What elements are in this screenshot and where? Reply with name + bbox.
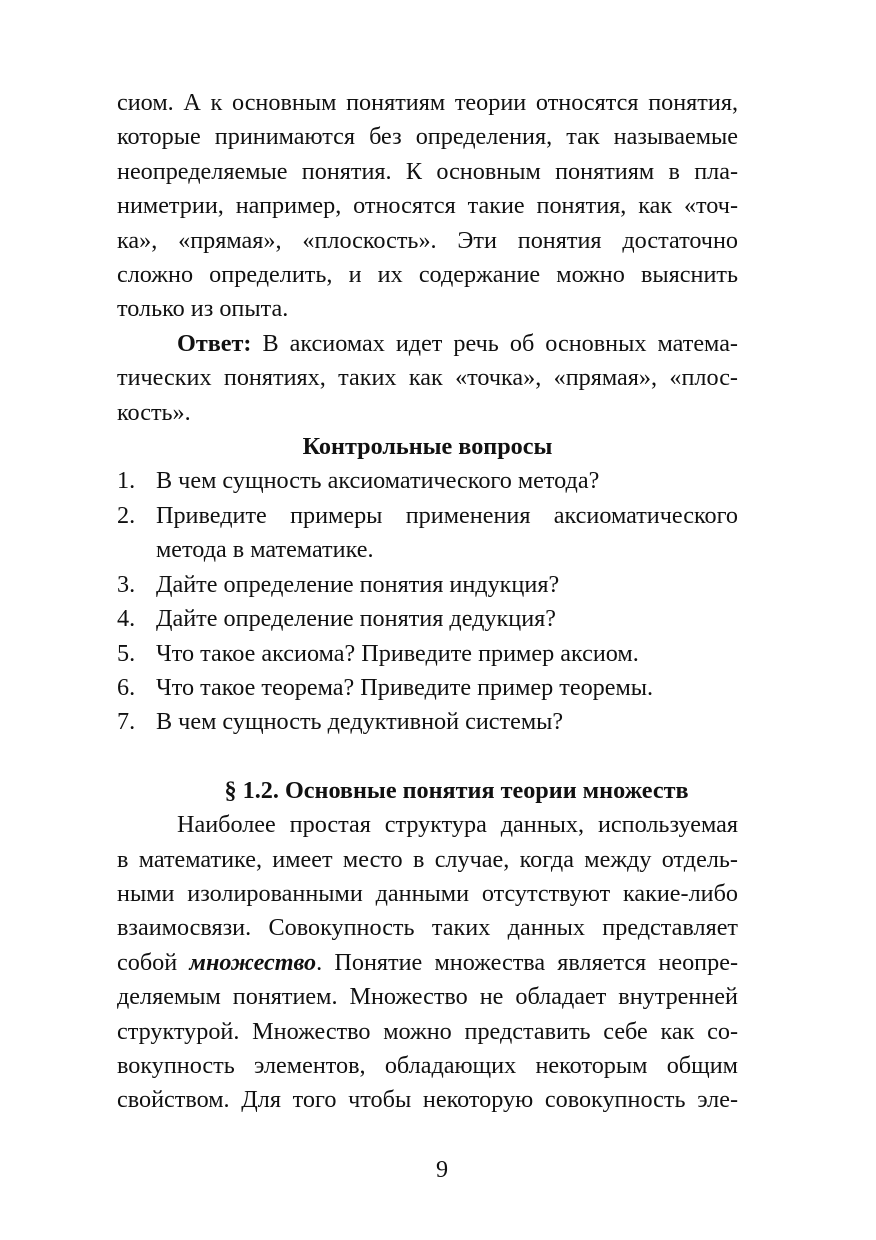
section-heading: § 1.2. Основные понятия теории множеств	[224, 776, 689, 804]
answer-label: Ответ:	[177, 329, 252, 357]
text-line: в математике, имеет место в случае, когда между отдель-	[117, 845, 738, 873]
text-line: взаимосвязи. Совокупность таких данных представляет	[117, 914, 738, 942]
text-line: ниметрии, например, относятся такие понятия, как «точ-	[117, 192, 738, 220]
list-item	[117, 464, 738, 498]
list-item	[117, 705, 738, 739]
text-line: Наиболее простая структура данных, используемая	[177, 811, 738, 839]
list-item-text: Дайте определение понятия дедукция?	[156, 605, 557, 633]
text-fragment: собой	[117, 948, 190, 976]
answer-text: В аксиомах идет речь об основных матема-	[251, 329, 738, 357]
questions-list	[117, 464, 738, 739]
text-line: неопределяемые понятия. К основным понятиям в пла-	[117, 157, 738, 185]
text-line: которые принимаются без определения, так называемые	[117, 123, 738, 151]
list-item	[117, 499, 738, 568]
text-line: сложно определить, и их содержание можно выяснить	[117, 261, 738, 289]
text-line	[117, 946, 738, 980]
text-line: тических понятиях, таких как «точка», «прямая», «плос-	[117, 364, 738, 392]
page-number: 9	[435, 1156, 449, 1183]
questions-heading: Контрольные вопросы	[302, 433, 553, 461]
list-item-text: Приведите примеры применения аксиоматического	[156, 501, 738, 529]
text-line: свойством. Для того чтобы некоторую совокупность эле-	[117, 1086, 738, 1114]
answer-paragraph	[117, 327, 738, 430]
text-line: только из опыта.	[117, 295, 289, 323]
text-line: кость».	[117, 398, 191, 426]
list-item-number: 5.	[117, 639, 136, 667]
list-item-text: В чем сущность дедуктивной системы?	[156, 708, 564, 736]
list-item-number: 1.	[117, 467, 136, 495]
text-line: вокупность элементов, обладающих некоторым общим	[117, 1051, 738, 1079]
paragraph-axioms-continued	[117, 86, 738, 327]
text-line: ными изолированными данными отсутствуют какие-либо	[117, 879, 738, 907]
list-item-text: метода в математике.	[156, 536, 374, 564]
list-item-number: 3.	[117, 570, 136, 598]
list-item	[117, 671, 738, 705]
list-item	[117, 602, 738, 636]
term-set: множество	[189, 948, 317, 976]
list-item-number: 4.	[117, 605, 136, 633]
text-line: деляемым понятием. Множество не обладает внутренней	[117, 983, 738, 1011]
list-item-number: 6.	[117, 673, 136, 701]
section-paragraph	[117, 808, 738, 1118]
text-fragment: . Понятие множества является неопре-	[316, 948, 738, 976]
text-line	[117, 327, 738, 361]
list-item-number: 2.	[117, 501, 136, 529]
list-item	[117, 637, 738, 671]
list-item-number: 7.	[117, 708, 136, 736]
list-item-text: Что такое аксиома? Приведите пример аксиом.	[156, 639, 639, 667]
list-item-text: Дайте определение понятия индукция?	[156, 570, 560, 598]
text-line: ка», «прямая», «плоскость». Эти понятия достаточно	[117, 226, 738, 254]
list-item-text: В чем сущность аксиоматического метода?	[156, 467, 600, 495]
list-item	[117, 568, 738, 602]
text-line: структурой. Множество можно представить себе как со-	[117, 1017, 738, 1045]
text-line: сиом. А к основным понятиям теории относятся понятия,	[117, 89, 738, 116]
list-item-text: Что такое теорема? Приведите пример теоремы.	[156, 673, 654, 701]
page-body	[117, 86, 738, 1118]
